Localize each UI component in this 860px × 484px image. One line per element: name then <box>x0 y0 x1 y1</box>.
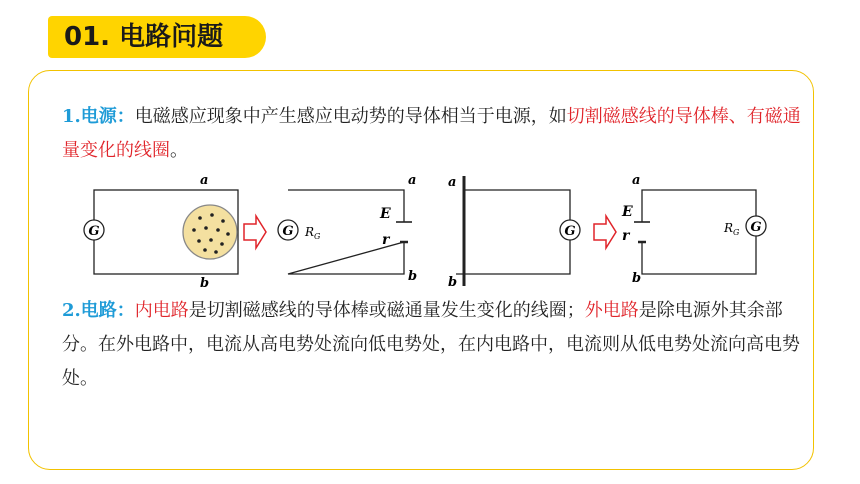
figure-rod-circuit <box>448 175 580 290</box>
fig4-resistor-sub: G <box>733 228 740 237</box>
fig2-resistor: R <box>305 225 315 239</box>
figure-equivalent-circuit-1 <box>278 173 417 284</box>
arrow-icon <box>244 216 266 248</box>
fig4-resistor: R <box>724 221 734 235</box>
fig1-meter: G <box>88 224 100 239</box>
fig2-meter: G <box>282 224 294 239</box>
source-end: 。 <box>170 140 188 161</box>
fig3-meter: G <box>564 224 576 239</box>
fig2-label-a: a <box>408 173 417 188</box>
fig4-internal: r <box>622 228 630 244</box>
fig1-label-b: b <box>200 276 210 290</box>
fig3-label-b: b <box>448 275 458 290</box>
outer-circuit-text: 是除电源外其余部分。在外电路中，电流从高电势处流向低电势处，在内电路中，电流则从低电势处流向高电势处。 <box>62 300 800 389</box>
arrow-icon <box>594 216 616 248</box>
circuit-diagrams <box>60 170 800 290</box>
figure-coil-circuit <box>84 173 238 290</box>
source-examples: 切割磁感线的导体棒、有磁通量变化的线圈 <box>62 106 801 161</box>
fig2-emf: E <box>380 206 391 222</box>
fig2-internal: r <box>382 232 390 248</box>
figure-equivalent-circuit-2 <box>621 173 766 286</box>
fig2-resistor-sub: G <box>314 232 321 241</box>
inner-circuit-term: 内电路 <box>134 300 189 321</box>
section-label-circuit: 2.电路： <box>62 300 135 321</box>
fig4-meter: G <box>750 220 762 235</box>
fig4-label-a: a <box>632 173 641 188</box>
page-title: 01. 电路问题 <box>64 22 224 52</box>
paragraph-power-source <box>62 100 802 168</box>
source-text: 电磁感应现象中产生感应电动势的导体相当于电源，如 <box>134 106 567 127</box>
fig2-label-b: b <box>408 269 418 284</box>
fig1-label-a: a <box>200 173 209 188</box>
inner-circuit-text: 是切割磁感线的导体棒或磁通量发生变化的线圈； <box>188 300 585 321</box>
section-label-source: 1.电源： <box>62 106 135 127</box>
coil-icon <box>183 205 237 259</box>
fig4-emf: E <box>622 204 633 220</box>
paragraph-circuit <box>62 294 802 396</box>
fig4-label-b: b <box>632 271 642 286</box>
outer-circuit-term: 外电路 <box>584 300 639 321</box>
fig3-label-a: a <box>448 175 457 190</box>
